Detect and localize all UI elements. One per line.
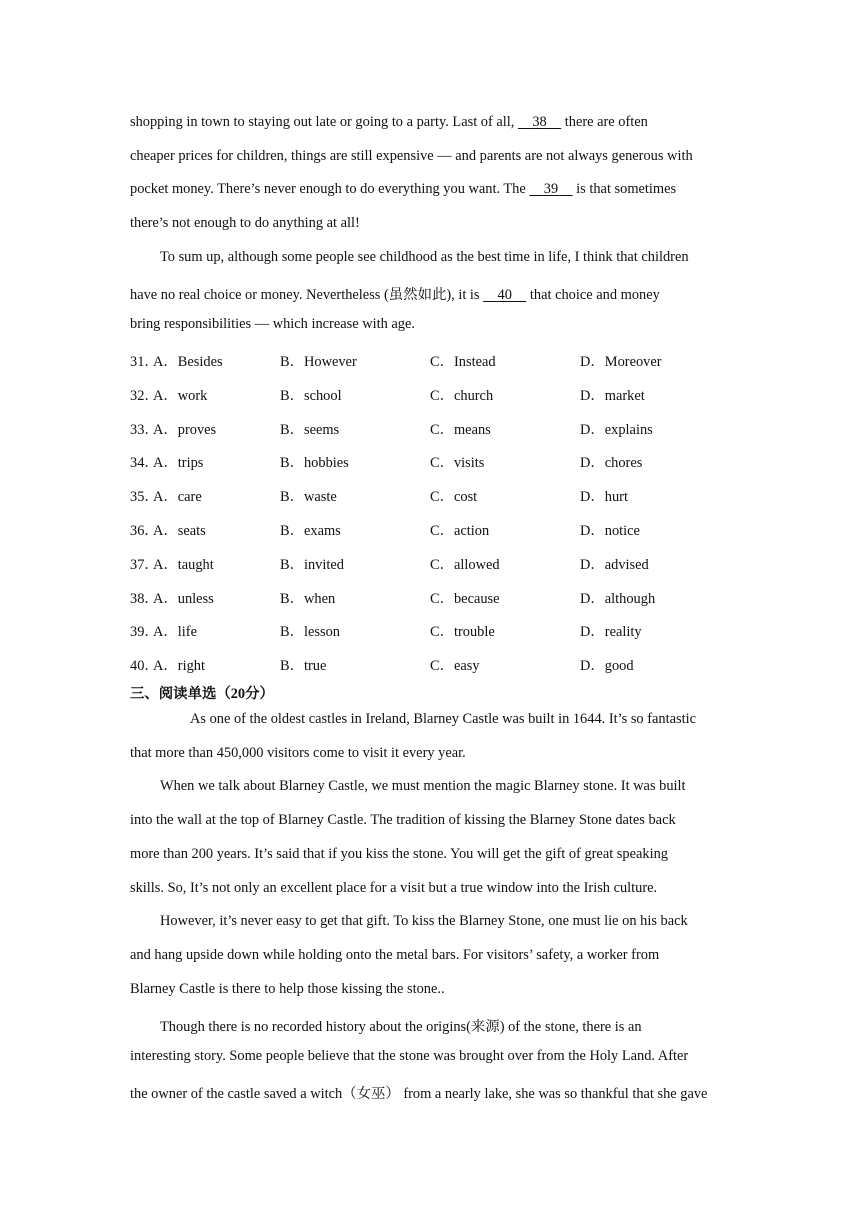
cloze-line [130,114,648,131]
blank-40: 40 [497,287,512,303]
option-d: D．notice [580,523,640,539]
question-number: 35． [130,489,159,506]
option-row [130,587,730,607]
reading-line: interesting story. Some people believe that the stone was brought over from the Holy Land. After [130,1048,689,1064]
question-number: 38． [130,590,159,607]
option-b: B．exams [280,523,341,539]
option-row [130,519,730,539]
option-row [130,350,730,370]
option-b: B．school [280,387,342,404]
option-a: A．proves [153,421,217,438]
question-number: 31． [130,354,159,370]
option-a: A．life [153,624,197,641]
option-d: D．chores [580,455,643,472]
option-a: A．unless [153,590,214,607]
option-b: B．However [280,354,357,370]
cloze-line: bring responsibilities — which increase with age. [130,316,415,332]
reading-line: skills. So, It’s not only an excellent place for a visit but a true window into the Irish culture. [130,880,658,896]
question-number: 36． [130,523,159,539]
option-b: B．invited [280,556,344,573]
reading-line: However, it’s never easy to get that gift. To kiss the Blarney Stone, one must lie on his back [160,913,688,929]
question-number: 39． [130,624,159,641]
option-a: A．seats [153,523,206,539]
question-number: 32． [130,387,159,404]
option-a: A．care [153,489,202,506]
option-d: D．good [580,658,634,675]
option-c: C．action [430,523,490,539]
cloze-line: cheaper prices for children, things are still expensive — and parents are not always generous with [130,148,693,164]
cloze-line [130,283,660,304]
text: that choice and money [529,287,660,303]
reading-line: When we talk about Blarney Castle, we must mention the magic Blarney stone. It was built [160,778,686,794]
reading-line: Blarney Castle is there to help those kissing the stone.. [130,981,445,997]
option-b: B．hobbies [280,455,349,472]
option-a: A．taught [153,556,214,573]
question-number: 37． [130,556,159,573]
option-a: A．right [153,658,205,675]
reading-line: the owner of the castle saved a witch（女巫） from a nearly lake, she was so thankful that she gave [130,1086,708,1102]
option-c: C．visits [430,455,485,472]
reading-line: that more than 450,000 visitors come to visit it every year. [130,745,466,761]
option-row [130,654,730,674]
option-row [130,553,730,573]
option-row [130,451,730,471]
option-d: D．although [580,590,656,607]
option-d: D．hurt [580,489,628,506]
question-number: 34． [130,455,159,472]
question-number: 40． [130,658,159,675]
option-a: A．trips [153,455,204,472]
reading-line: As one of the oldest castles in Ireland, Blarney Castle was built in 1644. It’s so fantastic [190,711,696,727]
option-b: B．when [280,590,336,607]
option-c: C．because [430,590,500,607]
option-row [130,384,730,404]
option-d: D．reality [580,624,642,641]
text: is that sometimes [576,181,677,197]
blank-38: 38 [532,114,547,130]
blank-39: 39 [543,181,559,197]
option-b: B．waste [280,489,337,506]
option-c: C．easy [430,658,480,675]
reading-line: more than 200 years. It’s said that if you kiss the stone. You will get the gift of great speaking [130,846,668,862]
option-c: C．Instead [430,354,496,370]
cloze-line [130,181,676,198]
option-d: D．Moreover [580,354,662,370]
question-number: 33． [130,421,159,438]
text: pocket money. There’s never enough to do everything you want. The [130,181,526,197]
section-title: 三、阅读单选（20分） [130,686,274,702]
option-c: C．cost [430,489,478,506]
option-c: C．means [430,421,491,438]
reading-line: Though there is no recorded history about the origins(来源) of the stone, there is an [160,1019,642,1035]
option-a: A．work [153,387,208,404]
option-b: B．lesson [280,624,340,641]
option-d: D．market [580,387,645,404]
option-c: C．allowed [430,556,500,573]
option-row [130,485,730,505]
option-b: B．seems [280,421,340,438]
option-b: B．true [280,658,327,675]
option-d: D．advised [580,556,649,573]
option-row [130,418,730,438]
option-row [130,620,730,640]
text: there are often [564,114,648,130]
option-c: C．trouble [430,624,495,641]
option-a: A．Besides [153,354,223,370]
text: have no real choice or money. Nevertheless (虽然如此), it is [130,287,480,303]
option-d: D．explains [580,421,653,438]
reading-line: into the wall at the top of Blarney Castle. The tradition of kissing the Blarney Stone dates back [130,812,676,828]
option-c: C．church [430,387,494,404]
cloze-line: To sum up, although some people see childhood as the best time in life, I think that children [160,249,689,265]
reading-line: and hang upside down while holding onto the metal bars. For visitors’ safety, a worker from [130,947,660,963]
text: shopping in town to staying out late or going to a party. Last of all, [130,114,515,130]
cloze-line: there’s not enough to do anything at all! [130,215,360,231]
